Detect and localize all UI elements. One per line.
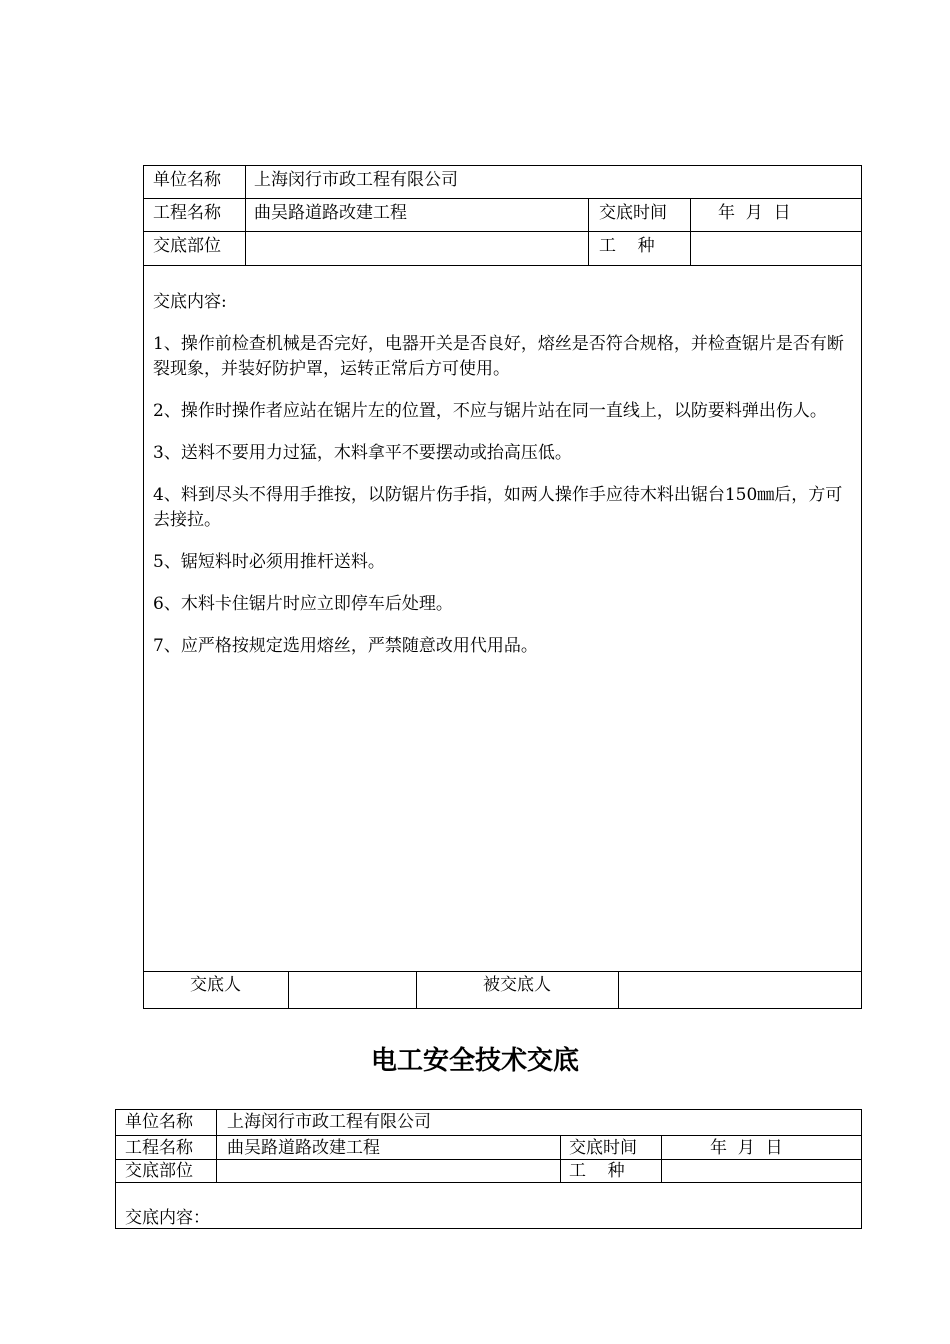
- briefing-receiver-label: 被交底人: [483, 975, 551, 995]
- briefing-time-value: 年 月 日: [710, 1138, 783, 1158]
- briefing-time-value: 年 月 日: [718, 203, 791, 223]
- briefing-giver-label: 交底人: [190, 975, 241, 995]
- table-row-divider: [115, 1159, 862, 1160]
- project-name-label: 工程名称: [153, 203, 221, 223]
- table-col-divider: [245, 165, 246, 265]
- content-item: 6、木料卡住锯片时应立即停车后处理。: [153, 594, 453, 614]
- table-col-divider: [216, 1109, 217, 1183]
- table-col-divider: [690, 198, 691, 265]
- table-border-left: [115, 1109, 116, 1229]
- table-border-top: [143, 165, 862, 166]
- unit-name-value: 上海闵行市政工程有限公司: [254, 170, 458, 190]
- table-border-right: [861, 165, 862, 1009]
- unit-name-label: 单位名称: [153, 170, 221, 190]
- table-border-bottom: [143, 1008, 862, 1009]
- content-item: 4、料到尽头不得用手推按，以防锯片伤手指，如两人操作手应待木料出锯台150㎜后，方可去接拉。: [153, 485, 843, 530]
- safety-briefing-form-2: [115, 1109, 862, 1229]
- table-col-divider: [588, 198, 589, 265]
- unit-name-value: 上海闵行市政工程有限公司: [227, 1112, 431, 1132]
- content-item: 2、操作时操作者应站在锯片左的位置，不应与锯片站在同一直线上，以防要料弹出伤人。: [153, 401, 827, 421]
- table-row-divider: [143, 265, 862, 266]
- table-row-divider: [115, 1135, 862, 1136]
- table-row-divider: [143, 971, 862, 972]
- table-col-divider: [560, 1135, 561, 1183]
- table-col-divider: [288, 971, 289, 1008]
- content-item: 3、送料不要用力过猛，木料拿平不要摆动或抬高压低。: [153, 443, 572, 463]
- table-row-divider: [143, 198, 862, 199]
- table-row-divider: [143, 231, 862, 232]
- table-border-top: [115, 1109, 862, 1110]
- content-item: 1、操作前检查机械是否完好，电器开关是否良好，熔丝是否符合规格，并检查锯片是否有断裂现象，并装好防护罩，运转正常后方可使用。: [153, 334, 844, 379]
- content-heading: 交底内容：: [125, 1208, 210, 1228]
- section-title: 电工安全技术交底: [370, 1046, 579, 1076]
- work-type-label: 工 种: [599, 236, 655, 256]
- table-row-divider: [115, 1182, 862, 1183]
- project-name-value: 曲吴路道路改建工程: [227, 1138, 380, 1158]
- table-border-left: [143, 165, 144, 1009]
- work-type-label: 工 种: [569, 1161, 625, 1181]
- table-border-bottom: [115, 1228, 862, 1229]
- project-name-label: 工程名称: [125, 1138, 193, 1158]
- table-col-divider: [618, 971, 619, 1008]
- project-name-value: 曲吴路道路改建工程: [254, 203, 407, 223]
- briefing-part-label: 交底部位: [125, 1161, 193, 1181]
- briefing-content: [153, 290, 853, 676]
- briefing-time-label: 交底时间: [569, 1138, 637, 1158]
- safety-briefing-form-1: [143, 165, 862, 1009]
- content-item: 5、锯短料时必须用推杆送料。: [153, 552, 385, 572]
- briefing-time-label: 交底时间: [599, 203, 667, 223]
- content-item: 7、应严格按规定选用熔丝，严禁随意改用代用品。: [153, 636, 538, 656]
- table-col-divider: [661, 1135, 662, 1183]
- unit-name-label: 单位名称: [125, 1112, 193, 1132]
- briefing-part-label: 交底部位: [153, 236, 221, 256]
- content-heading: 交底内容:: [153, 292, 227, 312]
- table-border-right: [861, 1109, 862, 1229]
